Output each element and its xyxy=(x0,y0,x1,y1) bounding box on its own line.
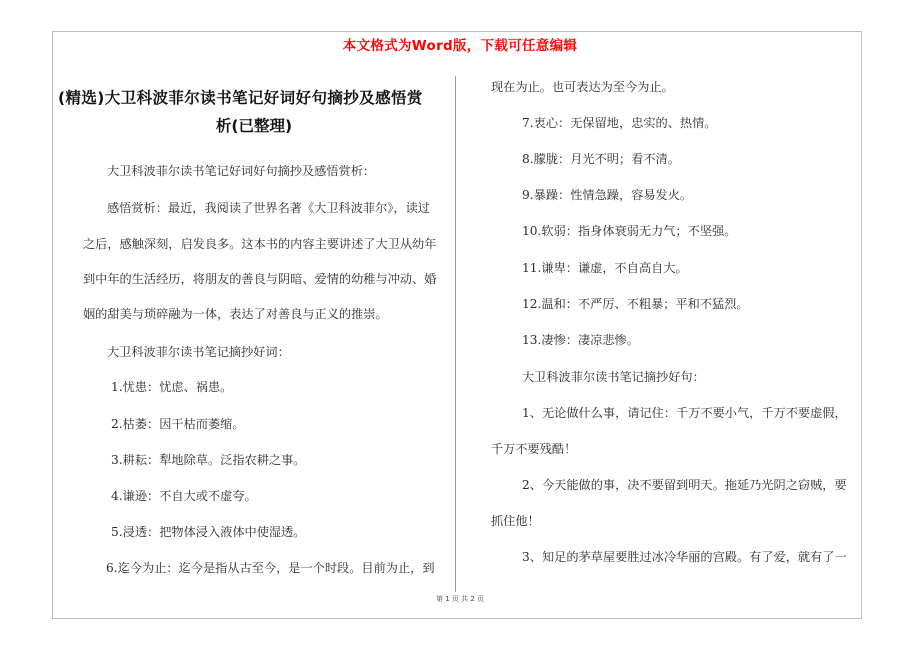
list-item: 3.耕耘：犁地除草。泛指农耕之事。 xyxy=(111,453,306,467)
paragraph: 千万不要残酷！ xyxy=(491,442,577,456)
list-item: 11.谦卑：谦虚，不自高自大。 xyxy=(522,261,688,275)
banner-text-after: 版，下载可任意编辑 xyxy=(453,38,578,54)
paragraph: 之后，感触深刻，启发良多。这本书的内容主要讲述了大卫从幼年 xyxy=(83,237,437,251)
list-item: 8.朦胧：月光不明；看不清。 xyxy=(522,152,680,166)
list-item: 6.迄今为止：迄今是指从古至今，是一个时段。目前为止，到 xyxy=(106,561,435,575)
list-item: 4.谦逊：不自大或不虚夸。 xyxy=(111,489,257,503)
title-line-2: 析(已整理) xyxy=(215,117,293,135)
paragraph: 到中年的生活经历，将朋友的善良与阴暗、爱情的幼稚与冲动、婚 xyxy=(83,272,437,286)
list-item: 9.暴躁：性情急躁，容易发火。 xyxy=(522,188,693,202)
banner-word: Word xyxy=(411,38,453,54)
section-heading: 大卫科波菲尔读书笔记摘抄好句： xyxy=(522,370,705,384)
paragraph: 姻的甜美与琐碎融为一体，表达了对善良与正义的推崇。 xyxy=(83,307,388,321)
list-item: 5.浸透：把物体浸入液体中使湿透。 xyxy=(111,525,306,539)
section-heading: 大卫科波菲尔读书笔记摘抄好词： xyxy=(107,345,290,359)
page-footer: 第 1 页 共 2 页 xyxy=(435,595,485,603)
title-line-1: (精选)大卫科波菲尔读书笔记好词好句摘抄及感悟赏 xyxy=(58,89,423,107)
document-title xyxy=(58,84,450,140)
paragraph: 2、今天能做的事，决不要留到明天。拖延乃光阴之窃贼，要 xyxy=(522,478,847,492)
paragraph: 感悟赏析：最近，我阅读了世界名著《大卫科波菲尔》，读过 xyxy=(107,201,430,215)
banner-text-before: 本文格式为 xyxy=(342,38,412,54)
column-divider xyxy=(455,76,456,592)
paragraph: 现在为止。也可表达为至今为止。 xyxy=(491,80,674,94)
list-item: 12.温和：不严厉、不粗暴；平和不猛烈。 xyxy=(522,297,749,311)
paragraph: 抓住他！ xyxy=(491,514,540,528)
list-item: 7.衷心：无保留地，忠实的、热情。 xyxy=(522,116,717,130)
paragraph: 1、无论做什么事，请记住：千万不要小气，千万不要虚假， xyxy=(522,406,847,420)
list-item: 2.枯萎：因干枯而萎缩。 xyxy=(111,417,245,431)
list-item: 1.忧患：忧虑、祸患。 xyxy=(111,380,233,394)
list-item: 10.软弱：指身体衰弱无力气；不坚强。 xyxy=(522,224,737,238)
paragraph: 3、知足的茅草屋要胜过冰冷华丽的宫殿。有了爱，就有了一 xyxy=(522,550,847,564)
document-banner xyxy=(0,34,920,54)
list-item: 13.凄惨：凄凉悲惨。 xyxy=(522,333,639,347)
paragraph: 大卫科波菲尔读书笔记好词好句摘抄及感悟赏析： xyxy=(107,164,376,178)
